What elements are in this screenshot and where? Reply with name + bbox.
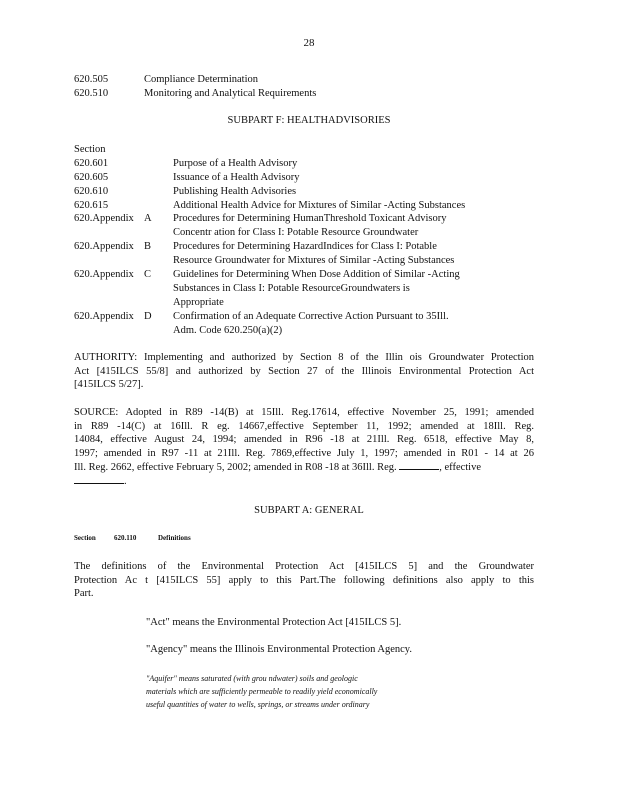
toc-entry-continued	[74, 226, 544, 240]
toc-title: Purpose of a Health Advisory	[173, 158, 298, 169]
source-line: 1997; amended in R97 -11 at 21Ill. Reg. 7869,effective July 1, 1997; amended in R01 - 14 at 26	[74, 447, 534, 459]
toc-title: Publishing Health Advisories	[173, 186, 297, 197]
definition-aquifer-line: "Aquifer" means saturated (with grou ndwater) soils and geologic	[146, 674, 358, 683]
toc-title: Issuance of a Health Advisory	[173, 172, 300, 183]
section-110-number: 620.110	[114, 534, 137, 542]
toc-title: Confirmation of an Adequate Corrective Action Pursuant to 35Ill.	[173, 311, 449, 322]
toc-title: Compliance Determination	[144, 74, 259, 85]
toc-letter: A	[144, 213, 152, 224]
subpart-f-heading: SUBPART F: HEALTHADVISORIES	[227, 115, 391, 126]
source-line-text: Ill. Reg. 2662, effective February 5, 2002; amended in R08 -18 at 36Ill. Reg.	[74, 462, 397, 473]
blank-line	[74, 475, 124, 484]
authority-line: Act [415ILCS 55/8] and authorized by Section 27 of the Illinois Environmental Protection Act	[74, 365, 534, 377]
toc-entry	[74, 87, 544, 101]
toc-title: Monitoring and Analytical Requirements	[144, 88, 317, 99]
section-label: Section	[74, 144, 106, 155]
toc-entry-continued	[74, 254, 544, 268]
authority-line: [415ILCS 5/27].	[74, 379, 144, 390]
blank-line	[399, 460, 439, 470]
toc-title: Concentr ation for Class I: Potable Resource Groundwater	[173, 227, 419, 238]
definition-aquifer-line: useful quantities of water to wells, springs, or streams under ordinary	[146, 700, 370, 709]
toc-entry	[74, 157, 544, 171]
toc-number: 620.605	[74, 172, 109, 183]
source-line: .	[74, 475, 534, 489]
toc-entry	[74, 185, 544, 199]
source-paragraph	[74, 406, 534, 488]
page-number: 28	[303, 37, 315, 49]
section-110-title: Definitions	[158, 534, 191, 542]
toc-title: Resource Groundwater for Mixtures of Similar -Acting Substances	[173, 255, 455, 266]
toc-number: 620.615	[74, 200, 109, 211]
toc-number: 620.601	[74, 158, 109, 169]
toc-title: Procedures for Determining HumanThreshold Toxicant Advisory	[173, 213, 447, 224]
toc-title: Substances in Class I: Potable ResourceGroundwaters is	[173, 283, 410, 294]
source-line: SOURCE: Adopted in R89 -14(B) at 15Ill. Reg.17614, effective November 25, 1991; amended	[74, 407, 534, 418]
toc-title: Additional Health Advice for Mixtures of Similar -Acting Substances	[173, 200, 466, 211]
toc-entry	[74, 212, 544, 226]
toc-title: Procedures for Determining HazardIndices for Class I: Potable	[173, 241, 437, 252]
toc-entry	[74, 268, 544, 282]
subpart-a-heading: SUBPART A: GENERAL	[254, 505, 364, 516]
toc-letter: B	[144, 241, 152, 252]
definition-aquifer-line: materials which are sufficiently permeable to readily yield economically	[146, 687, 378, 696]
toc-title: Appropriate	[173, 297, 224, 308]
toc-number: 620.Appendix	[74, 213, 134, 224]
toc-letter: D	[144, 311, 152, 322]
toc-entry	[74, 73, 544, 87]
section-110-label: Section	[74, 534, 96, 542]
definitions-intro	[74, 560, 534, 601]
definition-act: "Act" means the Environmental Protection Act [415ILCS 5].	[146, 617, 402, 628]
source-line: 14084, effective August 24, 1994; amended in R96 -18 at 21Ill. Reg. 6518, effective May 8,	[74, 434, 534, 445]
toc-title: Guidelines for Determining When Dose Addition of Similar -Acting	[173, 269, 460, 280]
toc-entry-continued	[74, 282, 544, 296]
toc-entry	[74, 171, 544, 185]
toc-number: 620.Appendix	[74, 269, 134, 280]
definitions-intro-line: The definitions of the Environmental Protection Act [415ILCS 5] and the Groundwater	[74, 561, 534, 572]
toc-entry	[74, 240, 544, 254]
toc-number: 620.Appendix	[74, 241, 134, 252]
toc-entry-continued	[74, 296, 544, 310]
source-line	[74, 460, 534, 475]
toc-number: 620.Appendix	[74, 311, 134, 322]
toc-letter: C	[144, 269, 152, 280]
toc-entry-continued	[74, 324, 544, 338]
definitions-intro-line: Part.	[74, 588, 94, 599]
toc-number: 620.505	[74, 74, 109, 85]
authority-paragraph	[74, 351, 534, 392]
definitions-intro-line: Protection Ac t [415ILCS 55] apply to this Part.The following definitions also apply to this	[74, 574, 534, 586]
toc-number: 620.510	[74, 88, 109, 99]
authority-line: AUTHORITY: Implementing and authorized by Section 8 of the Illin ois Groundwater Protection	[74, 352, 534, 363]
definition-agency: "Agency" means the Illinois Environmental Protection Agency.	[146, 644, 412, 655]
source-line-tail: , effective	[439, 462, 482, 473]
toc-entry	[74, 310, 544, 324]
source-line: in R89 -14(C) at 16Ill. R eg. 14667,effective September 11, 1992; amended at 18Ill. Reg.	[74, 420, 534, 432]
toc-number: 620.610	[74, 186, 109, 197]
toc-entry	[74, 199, 544, 213]
toc-title: Adm. Code 620.250(a)(2)	[173, 325, 283, 336]
